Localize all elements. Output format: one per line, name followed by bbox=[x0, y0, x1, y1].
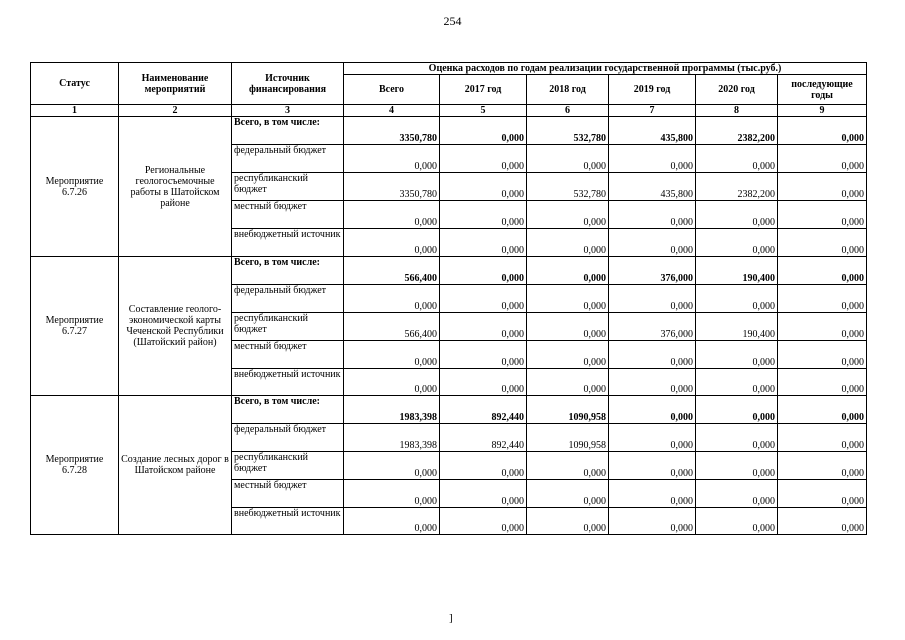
amount-cell: 0,000 bbox=[609, 285, 696, 313]
column-number: 3 bbox=[232, 105, 344, 117]
amount-cell: 435,800 bbox=[609, 173, 696, 201]
amount-cell: 0,000 bbox=[778, 285, 867, 313]
amount-cell: 0,000 bbox=[344, 452, 440, 480]
table-row bbox=[31, 396, 867, 424]
amount-cell: 0,000 bbox=[696, 452, 778, 480]
amount-cell: 0,000 bbox=[527, 285, 609, 313]
amount-cell: 0,000 bbox=[609, 145, 696, 173]
amount-cell: 1983,398 bbox=[344, 424, 440, 452]
header-year: 2017 год bbox=[440, 75, 527, 105]
event-name-cell: Региональные геологосъемочные работы в Шатойском районе bbox=[119, 117, 232, 257]
amount-cell: 0,000 bbox=[440, 452, 527, 480]
amount-cell: 0,000 bbox=[609, 424, 696, 452]
amount-cell: 0,000 bbox=[696, 424, 778, 452]
column-number: 7 bbox=[609, 105, 696, 117]
amount-cell: 0,000 bbox=[696, 508, 778, 535]
amount-cell: 0,000 bbox=[440, 285, 527, 313]
amount-cell: 566,400 bbox=[344, 313, 440, 341]
amount-cell: 0,000 bbox=[696, 341, 778, 369]
amount-cell: 0,000 bbox=[527, 257, 609, 285]
amount-cell: 2382,200 bbox=[696, 173, 778, 201]
amount-cell: 0,000 bbox=[609, 396, 696, 424]
amount-cell: 1090,958 bbox=[527, 396, 609, 424]
amount-cell: 190,400 bbox=[696, 257, 778, 285]
amount-cell: 0,000 bbox=[527, 480, 609, 508]
amount-cell: 3350,780 bbox=[344, 117, 440, 145]
amount-cell: 0,000 bbox=[527, 229, 609, 257]
amount-cell: 0,000 bbox=[344, 201, 440, 229]
amount-cell: 0,000 bbox=[778, 369, 867, 396]
amount-cell: 0,000 bbox=[609, 201, 696, 229]
amount-cell: 0,000 bbox=[609, 229, 696, 257]
funding-source-cell: Всего, в том числе: bbox=[232, 396, 344, 424]
funding-source-cell: местный бюджет bbox=[232, 341, 344, 369]
amount-cell: 0,000 bbox=[344, 508, 440, 535]
amount-cell: 376,000 bbox=[609, 313, 696, 341]
amount-cell: 0,000 bbox=[344, 285, 440, 313]
column-number: 9 bbox=[778, 105, 867, 117]
header-estimate: Оценка расходов по годам реализации государственной программы (тыс.руб.) bbox=[344, 63, 867, 75]
funding-source-cell: внебюджетный источник bbox=[232, 229, 344, 257]
amount-cell: 0,000 bbox=[440, 173, 527, 201]
budget-table bbox=[30, 62, 867, 535]
header-year: Всего bbox=[344, 75, 440, 105]
amount-cell: 0,000 bbox=[527, 341, 609, 369]
funding-source-cell: внебюджетный источник bbox=[232, 369, 344, 396]
amount-cell: 0,000 bbox=[527, 313, 609, 341]
header-status: Статус bbox=[31, 63, 119, 105]
table-row bbox=[31, 257, 867, 285]
funding-source-cell: местный бюджет bbox=[232, 480, 344, 508]
amount-cell: 0,000 bbox=[527, 201, 609, 229]
amount-cell: 0,000 bbox=[440, 257, 527, 285]
amount-cell: 0,000 bbox=[696, 369, 778, 396]
funding-source-cell: федеральный бюджет bbox=[232, 285, 344, 313]
amount-cell: 0,000 bbox=[609, 508, 696, 535]
amount-cell: 0,000 bbox=[344, 341, 440, 369]
amount-cell: 0,000 bbox=[440, 480, 527, 508]
column-number: 1 bbox=[31, 105, 119, 117]
amount-cell: 0,000 bbox=[696, 396, 778, 424]
amount-cell: 0,000 bbox=[778, 257, 867, 285]
amount-cell: 0,000 bbox=[440, 117, 527, 145]
amount-cell: 0,000 bbox=[778, 396, 867, 424]
amount-cell: 566,400 bbox=[344, 257, 440, 285]
amount-cell: 435,800 bbox=[609, 117, 696, 145]
amount-cell: 0,000 bbox=[778, 117, 867, 145]
amount-cell: 1090,958 bbox=[527, 424, 609, 452]
page-number: 254 bbox=[443, 14, 462, 28]
amount-cell: 0,000 bbox=[440, 201, 527, 229]
funding-source-cell: республиканский бюджет bbox=[232, 452, 344, 480]
amount-cell: 2382,200 bbox=[696, 117, 778, 145]
amount-cell: 0,000 bbox=[440, 229, 527, 257]
amount-cell: 0,000 bbox=[527, 452, 609, 480]
amount-cell: 0,000 bbox=[778, 201, 867, 229]
amount-cell: 892,440 bbox=[440, 396, 527, 424]
amount-cell: 532,780 bbox=[527, 173, 609, 201]
amount-cell: 0,000 bbox=[609, 480, 696, 508]
amount-cell: 1983,398 bbox=[344, 396, 440, 424]
amount-cell: 376,000 bbox=[609, 257, 696, 285]
amount-cell: 0,000 bbox=[440, 313, 527, 341]
event-name-cell: Составление геолого-экономической карты Чеченской Республики (Шатойский район) bbox=[119, 257, 232, 396]
header-year: последующие годы bbox=[778, 75, 867, 105]
column-number: 5 bbox=[440, 105, 527, 117]
amount-cell: 0,000 bbox=[344, 229, 440, 257]
funding-source-cell: внебюджетный источник bbox=[232, 508, 344, 535]
amount-cell: 0,000 bbox=[440, 145, 527, 173]
amount-cell: 0,000 bbox=[696, 285, 778, 313]
amount-cell: 0,000 bbox=[609, 452, 696, 480]
amount-cell: 0,000 bbox=[778, 313, 867, 341]
amount-cell: 0,000 bbox=[344, 480, 440, 508]
amount-cell: 0,000 bbox=[778, 173, 867, 201]
amount-cell: 0,000 bbox=[527, 369, 609, 396]
funding-source-cell: Всего, в том числе: bbox=[232, 117, 344, 145]
amount-cell: 0,000 bbox=[344, 145, 440, 173]
amount-cell: 0,000 bbox=[696, 145, 778, 173]
table-body bbox=[31, 117, 867, 535]
funding-source-cell: местный бюджет bbox=[232, 201, 344, 229]
amount-cell: 892,440 bbox=[440, 424, 527, 452]
status-cell: Мероприятие 6.7.26 bbox=[31, 117, 119, 257]
funding-source-cell: Всего, в том числе: bbox=[232, 257, 344, 285]
event-name-cell: Создание лесных дорог в Шатойском районе bbox=[119, 396, 232, 535]
column-number: 4 bbox=[344, 105, 440, 117]
column-number: 8 bbox=[696, 105, 778, 117]
funding-source-cell: республиканский бюджет bbox=[232, 173, 344, 201]
amount-cell: 0,000 bbox=[440, 369, 527, 396]
header-year: 2020 год bbox=[696, 75, 778, 105]
funding-source-cell: федеральный бюджет bbox=[232, 424, 344, 452]
amount-cell: 532,780 bbox=[527, 117, 609, 145]
header-source: Источник финансирования bbox=[232, 63, 344, 105]
column-number: 6 bbox=[527, 105, 609, 117]
amount-cell: 0,000 bbox=[609, 341, 696, 369]
column-number: 2 bbox=[119, 105, 232, 117]
amount-cell: 0,000 bbox=[778, 452, 867, 480]
amount-cell: 0,000 bbox=[527, 145, 609, 173]
header-name: Наименование мероприятий bbox=[119, 63, 232, 105]
funding-source-cell: федеральный бюджет bbox=[232, 145, 344, 173]
amount-cell: 0,000 bbox=[778, 229, 867, 257]
table-row bbox=[31, 117, 867, 145]
amount-cell: 0,000 bbox=[778, 480, 867, 508]
status-cell: Мероприятие 6.7.27 bbox=[31, 257, 119, 396]
header-year: 2018 год bbox=[527, 75, 609, 105]
amount-cell: 0,000 bbox=[440, 341, 527, 369]
amount-cell: 190,400 bbox=[696, 313, 778, 341]
amount-cell: 0,000 bbox=[696, 229, 778, 257]
amount-cell: 0,000 bbox=[778, 341, 867, 369]
amount-cell: 0,000 bbox=[344, 369, 440, 396]
footer-mark: ] bbox=[449, 612, 453, 624]
amount-cell: 0,000 bbox=[440, 508, 527, 535]
status-cell: Мероприятие 6.7.28 bbox=[31, 396, 119, 535]
amount-cell: 0,000 bbox=[778, 508, 867, 535]
amount-cell: 0,000 bbox=[778, 424, 867, 452]
amount-cell: 0,000 bbox=[609, 369, 696, 396]
amount-cell: 0,000 bbox=[696, 201, 778, 229]
amount-cell: 0,000 bbox=[696, 480, 778, 508]
header-year: 2019 год bbox=[609, 75, 696, 105]
amount-cell: 3350,780 bbox=[344, 173, 440, 201]
funding-source-cell: республиканский бюджет bbox=[232, 313, 344, 341]
amount-cell: 0,000 bbox=[778, 145, 867, 173]
amount-cell: 0,000 bbox=[527, 508, 609, 535]
